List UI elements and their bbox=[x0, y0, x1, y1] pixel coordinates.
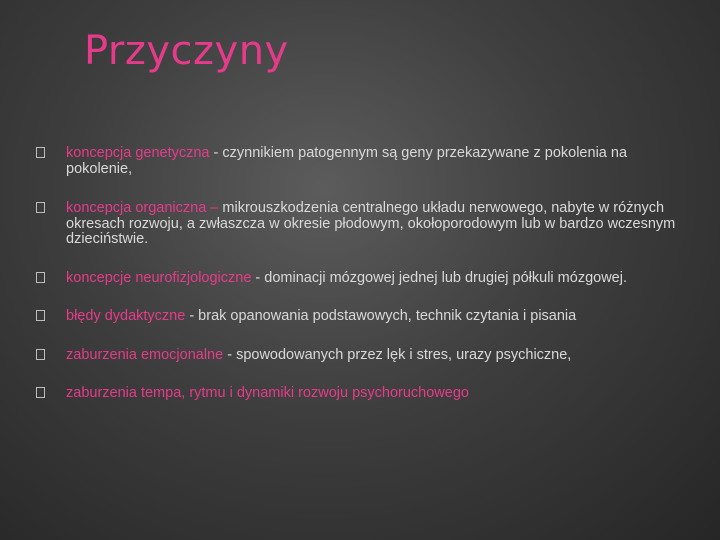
checkbox-square-icon bbox=[36, 349, 45, 360]
checkbox-square-icon bbox=[36, 202, 45, 213]
bullet-text: - spowodowanych przez lęk i stres, urazy psychiczne, bbox=[223, 346, 572, 363]
checkbox-square-icon bbox=[36, 272, 45, 283]
bullet-item bbox=[36, 271, 686, 287]
bullet-item bbox=[36, 309, 686, 325]
checkbox-square-icon bbox=[36, 387, 45, 398]
bullet-text: - czynnikiem patogennym są geny przekazywane z pokolenia na pokolenie, bbox=[66, 145, 628, 177]
bullet-text: - dominacji mózgowej jednej lub drugiej półkuli mózgowej. bbox=[251, 269, 627, 286]
bullet-text: - brak opanowania podstawowych, technik czytania i pisania bbox=[185, 308, 577, 324]
bullet-text: mikrouszkodzenia centralnego układu nerwowego, nabyte w różnych okresach rozwoju, a zwłaszcza w okresie płodowym, okołoporodowym lub w bardzo wczesnym dzieciństwie. bbox=[66, 200, 676, 247]
bullet-term: koncepcja organiczna – bbox=[66, 200, 223, 216]
checkbox-square-icon bbox=[36, 147, 45, 158]
bullet-term: zaburzenia emocjonalne bbox=[66, 346, 224, 363]
bullet-term: koncepcje neurofizjologiczne bbox=[66, 269, 252, 286]
bullet-item bbox=[36, 146, 686, 177]
bullet-item bbox=[36, 201, 686, 248]
bullet-item bbox=[36, 386, 686, 402]
bullet-item bbox=[36, 348, 686, 364]
slide-title: Przyczyny bbox=[84, 28, 289, 74]
bullet-term: błędy dydaktyczne bbox=[66, 308, 186, 324]
bullet-term: zaburzenia tempa, rytmu i dynamiki rozwoju psychoruchowego bbox=[66, 385, 469, 401]
bullet-list bbox=[36, 146, 686, 402]
bullet-term: koncepcja genetyczna bbox=[66, 145, 210, 161]
checkbox-square-icon bbox=[36, 310, 45, 321]
